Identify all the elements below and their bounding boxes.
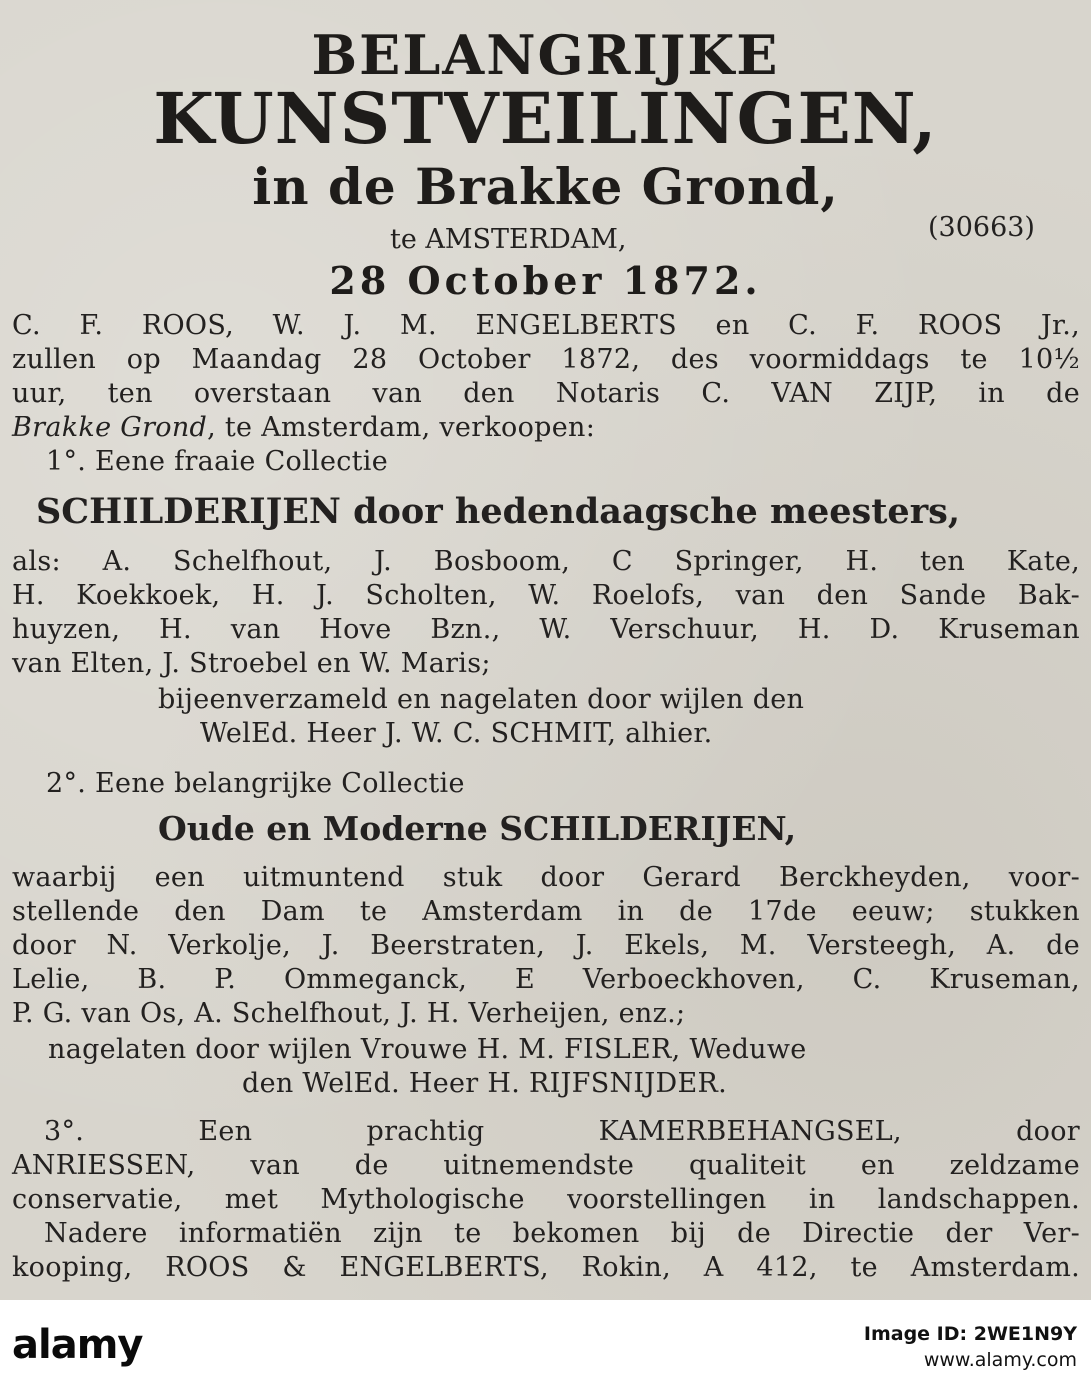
item2-line: stellende den Dam te Amsterdam in de 17de eeuw; stukken <box>12 896 1080 927</box>
item1-heading: SCHILDERIJEN door hedendaagsche meesters, <box>36 491 961 532</box>
reference-number: (30663) <box>928 212 1035 243</box>
item2-line: waarbij een uitmuntend stuk door Gerard Berckheyden, voor- <box>12 862 1080 893</box>
item3-line: ANRIESSEN, van de uitnemendste qualiteit en zeldzame <box>12 1150 1080 1181</box>
headline-brakke-grond: in de Brakke Grond, <box>252 157 839 216</box>
stock-footer <box>0 1300 1091 1390</box>
item1-line: H. Koekkoek, H. J. Scholten, W. Roelofs, van den Sande Bak- <box>12 580 1080 611</box>
item3-line: conservatie, met Mythologische voorstellingen in landschappen. <box>12 1184 1080 1215</box>
alamy-logo: alamy <box>12 1322 143 1368</box>
item1-last-line: van Elten, J. Stroebel en W. Maris; <box>12 648 491 679</box>
closing-line: kooping, ROOS & ENGELBERTS, Rokin, A 412, te Amsterdam. <box>12 1252 1080 1283</box>
date-heading: 28 October 1872. <box>329 258 762 303</box>
item2-note: den WelEd. Heer H. RIJFSNIJDER. <box>242 1068 727 1099</box>
item3-line: Nadere informatiën zijn te bekomen bij de Directie der Ver- <box>44 1218 1080 1249</box>
item1-line: als: A. Schelfhout, J. Bosboom, C Springer, H. ten Kate, <box>12 546 1080 577</box>
item2-line: door N. Verkolje, J. Beerstraten, J. Ekels, M. Versteegh, A. de <box>12 930 1080 961</box>
item1-note: bijeenverzameld en nagelaten door wijlen den <box>158 684 805 715</box>
item2-intro: 2°. Eene belangrijke Collectie <box>46 768 465 799</box>
site-url: www.alamy.com <box>923 1348 1077 1371</box>
item2-line: Lelie, B. P. Ommeganck, E Verboeckhoven, C. Kruseman, <box>12 964 1080 995</box>
intro-last-rest: , te Amsterdam, verkoopen: <box>207 412 596 443</box>
intro-last-line <box>12 414 595 441</box>
image-meta <box>864 1322 1077 1373</box>
image-id: Image ID: 2WE1N9Y <box>863 1323 1077 1345</box>
item1-note: WelEd. Heer J. W. C. SCHMIT, alhier. <box>200 718 713 749</box>
item1-intro: 1°. Eene fraaie Collectie <box>46 446 389 477</box>
place-line: te AMSTERDAM, <box>390 224 627 255</box>
headline-belangrijke: BELANGRIJKE <box>311 23 780 87</box>
item3-line: 3°. Een prachtig KAMERBEHANGSEL, door <box>44 1116 1080 1147</box>
intro-line: zullen op Maandag 28 October 1872, des voormiddags te 10½ <box>12 344 1080 375</box>
intro-line: uur, ten overstaan van den Notaris C. VAN ZIJP, in de <box>12 378 1080 409</box>
item2-last-line: P. G. van Os, A. Schelfhout, J. H. Verheijen, enz.; <box>12 998 686 1029</box>
headline-kunstveilingen: KUNSTVEILINGEN, <box>153 77 938 160</box>
brakke-grond-italic: Brakke Grond <box>12 412 208 443</box>
item2-note: nagelaten door wijlen Vrouwe H. M. FISLER, Weduwe <box>48 1034 807 1065</box>
item2-heading: Oude en Moderne SCHILDERIJEN, <box>158 809 797 848</box>
item1-line: huyzen, H. van Hove Bzn., W. Verschuur, H. D. Kruseman <box>12 614 1080 645</box>
intro-line: C. F. ROOS, W. J. M. ENGELBERTS en C. F. ROOS Jr., <box>12 310 1080 341</box>
